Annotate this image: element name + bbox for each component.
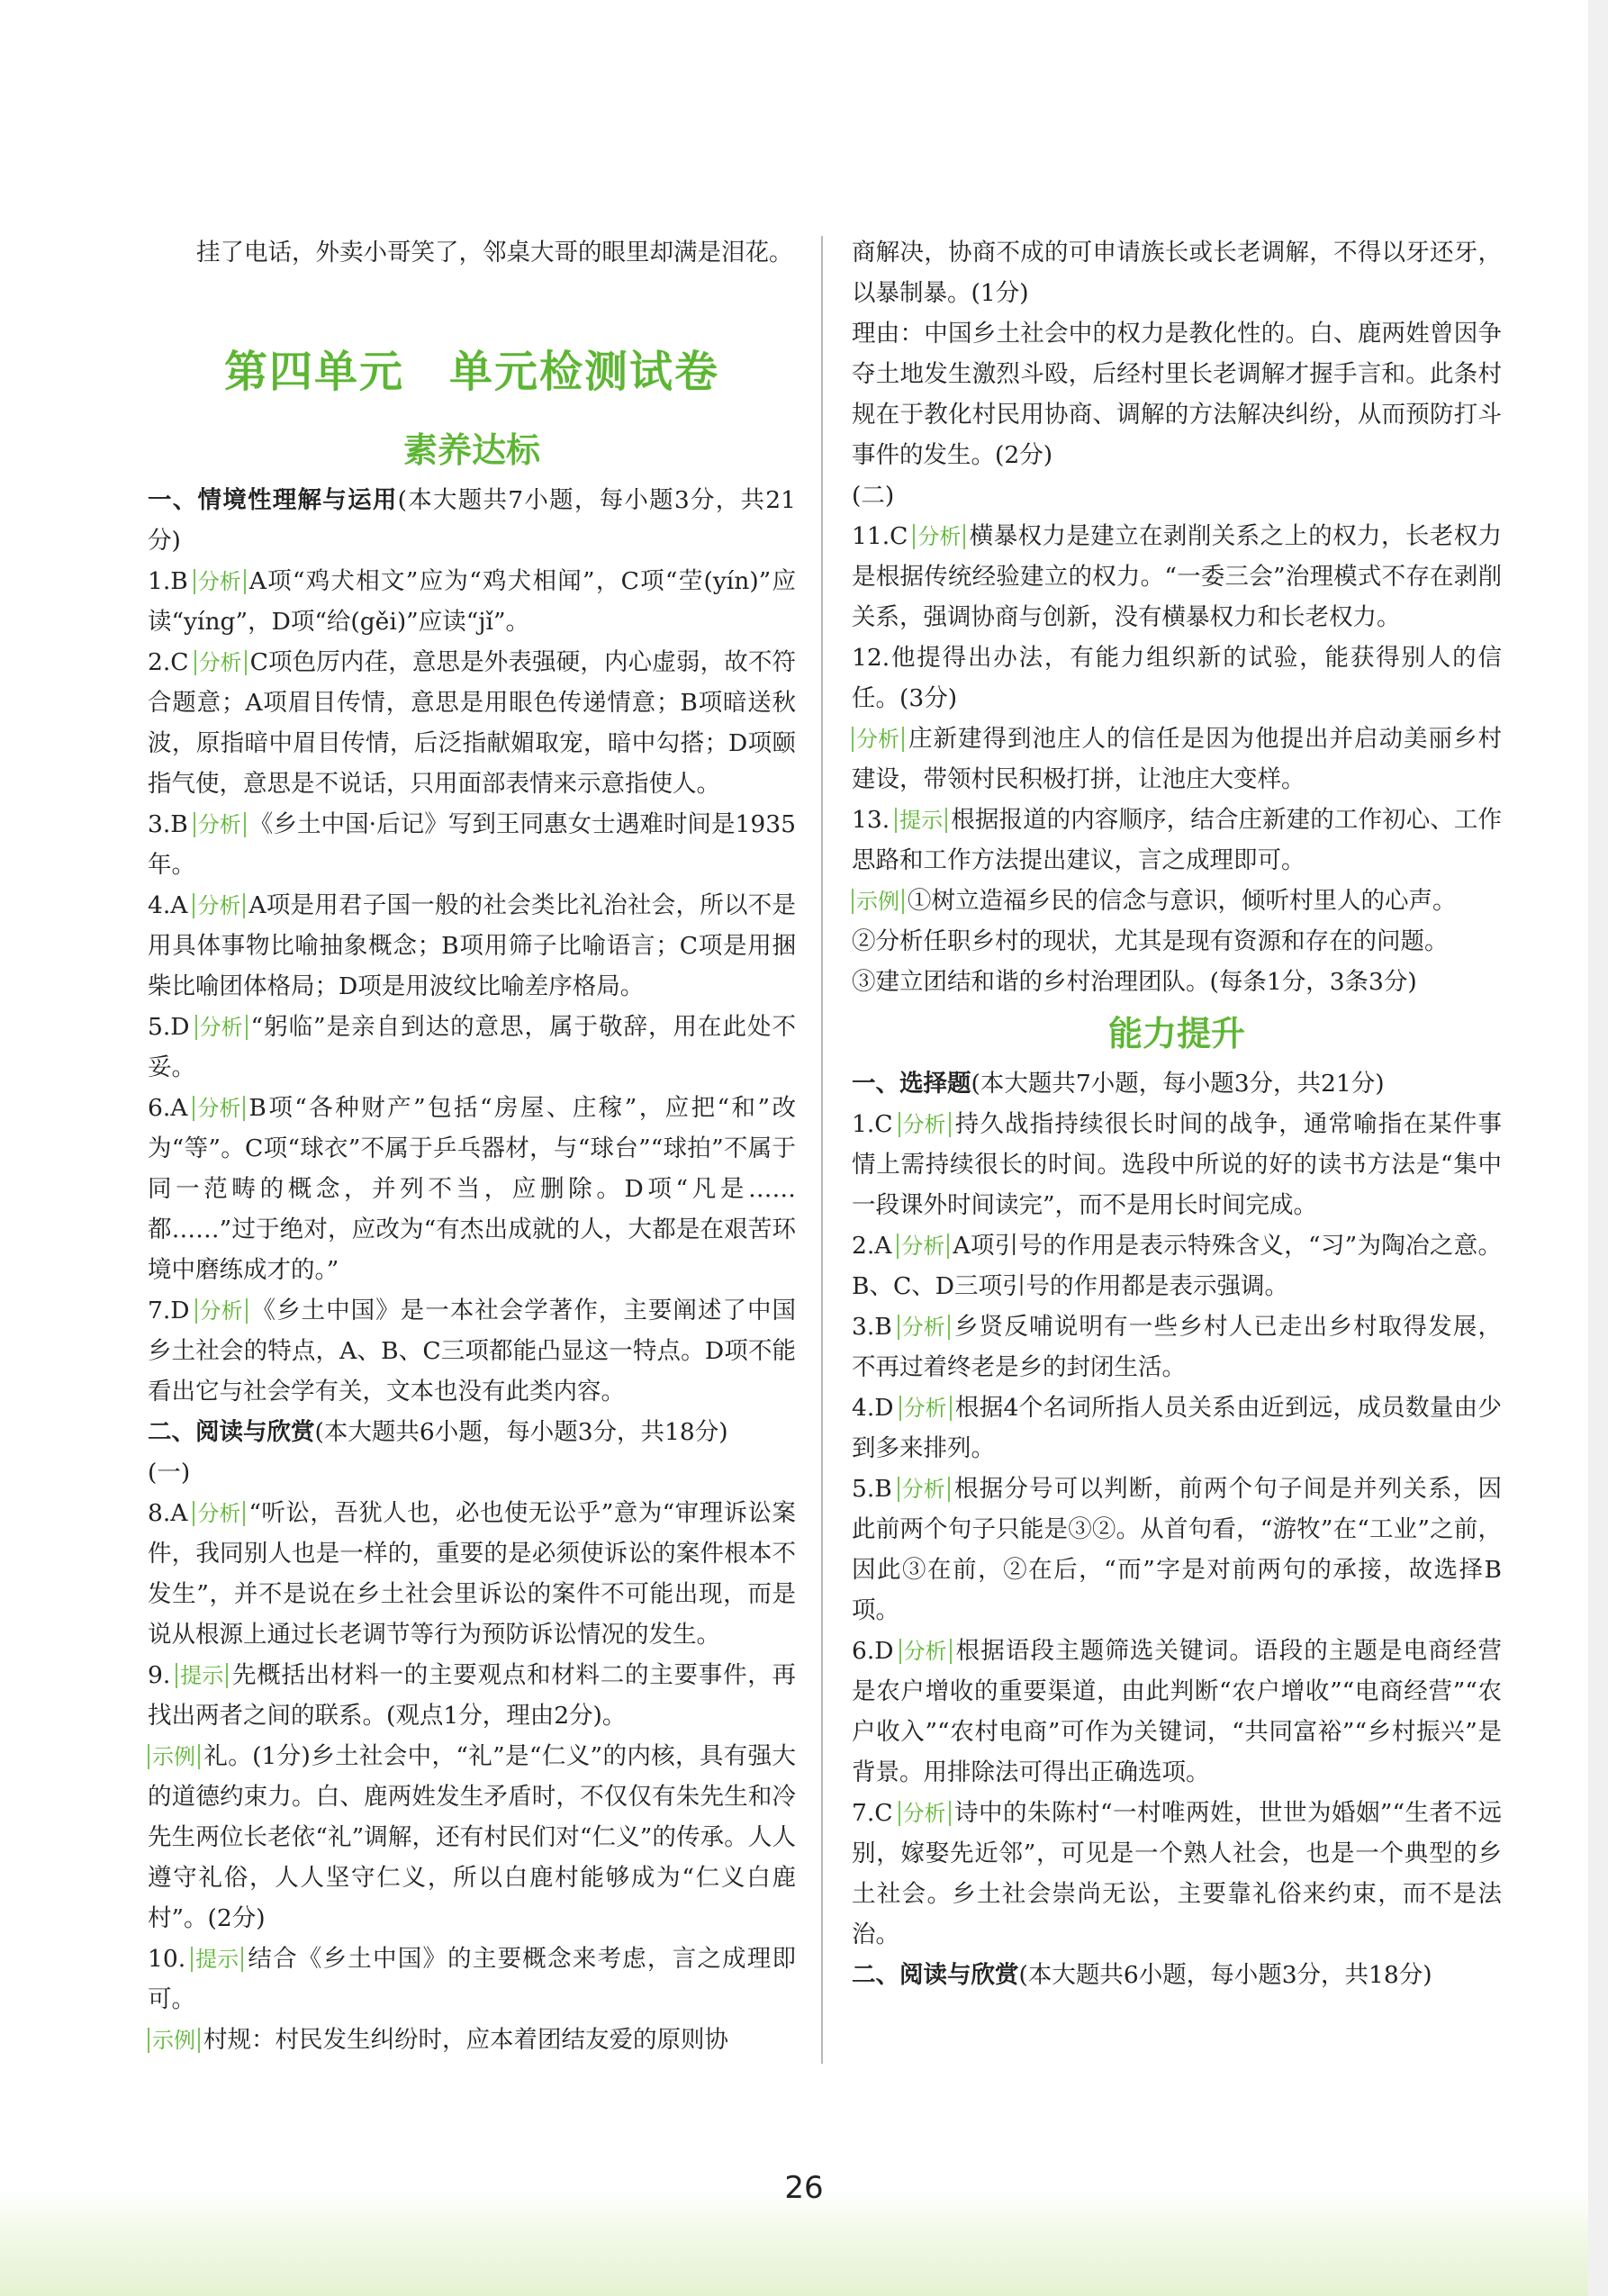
analysis-tag: 分析 [897, 1234, 949, 1259]
choice-answer-3 [852, 1306, 1502, 1388]
answer-text: 根据分号可以判断，前两个句子间是并列关系，因此前两个句子只能是③②。从首句看，“游牧”在“工业”之前，因此③在前，②在后，“而”字是对前两句的承接，故选择B项。 [852, 1475, 1502, 1624]
hint-tag: 提示 [191, 1947, 243, 1972]
analysis-tag: 分析 [898, 1477, 950, 1502]
answer-13-point-2: ②分析任职乡村的现状，尤其是现有资源和存在的问题。 [852, 927, 1449, 955]
analysis-text: 庄新建得到池庄人的信任是因为他提出并启动美丽乡村建设，带领村民积极打拼，让池庄大变样。 [852, 725, 1502, 793]
answer-3 [148, 804, 796, 885]
choice-answer-2 [852, 1225, 1502, 1306]
answer-text: A项是用君子国一般的社会类比礼治社会，所以不是用具体事物比喻抽象概念；B项用筛子比喻语言；C项是用捆柴比喻团体格局；D项是用波纹比喻差序格局。 [148, 891, 796, 1000]
answer-number: 4.A [148, 891, 188, 919]
part2-heading [148, 1412, 796, 1452]
answer-text: 先概括出材料一的主要观点和材料二的主要事件，再找出两者之间的联系。(观点1分，理由2分)。 [148, 1661, 796, 1730]
answer-12: 12.他提得出办法，有能力组织新的试验，能获得别人的信任。(3分) [852, 644, 1502, 712]
answer-6 [148, 1088, 796, 1290]
analysis-tag: 分析 [193, 1501, 245, 1526]
answer-10-reason: 理由：中国乡土社会中的权力是教化性的。白、鹿两姓曾因争夺土地发生激烈斗殴，后经村里长老调解才握手言和。此条村规在于教化村民用协商、调解的方法解决纠纷，从而预防打斗事件的发生。(2分) [852, 320, 1502, 469]
example-text: ①树立造福乡民的信念与意识，倾听村里人的心声。 [908, 887, 1457, 915]
choice-heading-label: 一、选择题 [852, 1070, 971, 1098]
answer-text: 根据语段主题筛选关键词。语段的主题是电商经营是农户增收的重要渠道，由此判断“农户增收”“电商经营”“农户收入”“农村电商”可作为关键词，“共同富裕”“乡村振兴”是背景。用排除法可得出正确选项。 [852, 1637, 1502, 1786]
answer-number: 8.A [148, 1499, 188, 1527]
answer-10 [148, 1939, 796, 2020]
column-divider [821, 236, 823, 2064]
analysis-tag: 分析 [898, 1315, 950, 1340]
answer-text: 诗中的朱陈村“一村唯两姓，世世为婚姻”“生者不远别，嫁娶先近邻”，可见是一个熟人社会，也是一个典型的乡土社会。乡土社会崇尚无讼，主要靠礼俗来约束，而不是法治。 [852, 1799, 1502, 1948]
answer-number: 5.D [148, 1013, 190, 1041]
page-number: 26 [784, 2170, 824, 2206]
answer-number: 9. [148, 1661, 171, 1689]
analysis-tag: 分析 [194, 650, 247, 675]
choice-answer-5 [852, 1469, 1502, 1631]
example-tag: 示例 [852, 889, 904, 914]
page-edge [1588, 0, 1608, 2296]
answer-text: “听讼，吾犹人也，必也使无讼乎”意为“审理诉讼案件，我同别人也是一样的，重要的是必须使诉讼的案件根本不发生”，并不是说在乡土社会里诉讼的案件不可能出现，而是说从根源上通过长老调节等行为预防诉讼情况的发生。 [148, 1499, 796, 1649]
analysis-tag: 分析 [913, 524, 965, 549]
analysis-tag: 分析 [899, 1396, 952, 1421]
answer-10-continued: 商解决，协商不成的可申请族长或长老调解，不得以牙还牙，以暴制暴。(1分) [852, 239, 1502, 307]
answer-number: 4.D [852, 1394, 894, 1422]
answer-9-example [148, 1736, 796, 1939]
analysis-tag: 分析 [899, 1639, 952, 1664]
analysis-tag: 分析 [899, 1112, 951, 1137]
example-text: 村规：村民发生纠纷时，应本着团结友爱的原则协 [203, 2026, 728, 2054]
answer-number: 1.B [148, 567, 188, 595]
analysis-tag: 分析 [194, 569, 246, 594]
answer-number: 2.C [148, 648, 189, 676]
choice-heading-note: (本大题共7小题，每小题3分，共21分) [971, 1070, 1385, 1098]
example-text: 礼。(1分)乡土社会中，“礼”是“仁义”的内核，具有强大的道德约束力。白、鹿两姓发生矛盾时，不仅仅有朱先生和冷先生两位长老依“礼”调解，还有村民们对“仁义”的传承。人人遵守礼俗，人人坚守仁义，所以白鹿村能够成为“仁义白鹿村”。(2分) [148, 1742, 796, 1932]
answer-4 [148, 885, 796, 1007]
analysis-tag: 分析 [899, 1801, 951, 1826]
analysis-tag: 分析 [193, 1096, 245, 1121]
choice-answer-7 [852, 1793, 1502, 1955]
answer-text: 结合《乡土中国》的主要概念来考虑，言之成理即可。 [148, 1945, 796, 2013]
answer-7 [148, 1290, 796, 1412]
example-tag: 示例 [148, 2028, 200, 2053]
choice-answer-4 [852, 1388, 1502, 1469]
answer-text: 《乡土中国·后记》写到王同惠女士遇难时间是1935年。 [148, 810, 796, 879]
answer-number: 10. [148, 1945, 186, 1973]
answer-text: C项色厉内荏，意思是外表强硬，内心虚弱，故不符合题意；A项眉目传情，意思是用眼色传递情意；B项暗送秋波，原指暗中眉目传情，后泛指献媚取宠，暗中勾搭；D项颐指气使，意思是不说话，只用面部表情来示意指使人。 [148, 648, 796, 798]
choice-answer-1 [852, 1104, 1502, 1225]
answer-number: 13. [852, 806, 890, 834]
answer-number: 7.C [852, 1799, 893, 1827]
answer-text: A项引号的作用是表示特殊含义，“习”为陶冶之意。B、C、D三项引号的作用都是表示强调。 [852, 1232, 1502, 1300]
answer-1 [148, 561, 796, 642]
answer-13-example [852, 881, 1502, 921]
subsection-2: (二) [852, 482, 895, 510]
answer-9 [148, 1655, 796, 1736]
answer-number: 3.B [148, 810, 188, 838]
answer-number: 11.C [852, 522, 908, 550]
unit-title: 第四单元 单元检测试卷 [223, 347, 719, 397]
answer-text: 根据报道的内容顺序，结合庄新建的工作初心、工作思路和工作方法提出建议，言之成理即可。 [852, 806, 1502, 874]
section-title-literacy: 素养达标 [402, 430, 540, 470]
answer-5 [148, 1007, 796, 1088]
answer-number: 1.C [852, 1110, 893, 1138]
answer-text: 持久战指持续很长时间的战争，通常喻指在某件事情上需持续很长的时间。选段中所说的好的读书方法是“集中一段课外时间读完”，而不是用长时间完成。 [852, 1110, 1502, 1219]
answer-10-example [148, 2020, 796, 2060]
reading-heading-note: (本大题共6小题，每小题3分，共18分) [1018, 1961, 1432, 1989]
answer-13 [852, 800, 1502, 881]
reading-heading [852, 1955, 1502, 1995]
part2-heading-label: 二、阅读与欣赏 [148, 1418, 315, 1446]
answer-number: 6.D [852, 1637, 894, 1665]
reading-heading-label: 二、阅读与欣赏 [852, 1961, 1019, 1989]
hint-tag: 提示 [176, 1663, 228, 1688]
answer-text: A项“鸡犬相文”应为“鸡犬相闻”，C项“茔(yín)”应读“yíng”，D项“给(gěi)”应读“jǐ”。 [148, 567, 796, 636]
choice-heading [852, 1063, 1502, 1104]
answer-number: 7.D [148, 1297, 190, 1324]
answer-8 [148, 1493, 796, 1655]
part1-heading-label: 一、情境性理解与运用 [148, 486, 398, 514]
answer-2 [148, 642, 796, 804]
part2-heading-note: (本大题共6小题，每小题3分，共18分) [314, 1418, 728, 1446]
part1-heading-note: (本大题共7小题，每小题3分，共21分) [148, 486, 797, 555]
analysis-tag: 分析 [193, 893, 245, 918]
answer-text: 根据4个名词所指人员关系由近到远，成员数量由少到多来排列。 [852, 1394, 1502, 1462]
analysis-tag: 分析 [195, 1298, 248, 1324]
answer-number: 6.A [148, 1094, 188, 1122]
answer-11 [852, 516, 1502, 637]
part1-heading [148, 480, 796, 561]
answer-number: 2.A [852, 1232, 892, 1260]
left-column [148, 232, 796, 2060]
subsection-1: (一) [148, 1459, 191, 1487]
answer-number: 3.B [852, 1313, 892, 1341]
intro-line: 挂了电话，外卖小哥笑了，邻桌大哥的眼里却满是泪花。 [196, 239, 793, 267]
analysis-tag: 分析 [852, 727, 904, 752]
analysis-tag: 分析 [194, 812, 246, 837]
answer-13-point-3: ③建立团结和谐的乡村治理团队。(每条1分，3条3分) [852, 968, 1417, 996]
answer-text: B项“各种财产”包括“房屋、庄稼”，应把“和”改为“等”。C项“球衣”不属于乒乓器材，与“球台”“球拍”不属于同一范畴的概念，并列不当，应删除。D项“凡是……都……”过于绝对，应改为“有杰出成就的人，大都是在艰苦环境中磨练成才的。” [148, 1094, 796, 1284]
answer-12-analysis [852, 719, 1502, 800]
choice-answer-6 [852, 1631, 1502, 1793]
answer-text: 乡贤反哺说明有一些乡村人已走出乡村取得发展，不再过着终老是乡的封闭生活。 [852, 1313, 1502, 1381]
right-column [852, 232, 1502, 1995]
answer-text: 《乡土中国》是一本社会学著作，主要阐述了中国乡土社会的特点，A、B、C三项都能凸显这一特点。D项不能看出它与社会学有关，文本也没有此类内容。 [148, 1297, 796, 1406]
answer-number: 5.B [852, 1475, 892, 1503]
answer-text: “躬临”是亲自到达的意思，属于敬辞，用在此处不妥。 [148, 1013, 796, 1081]
analysis-tag: 分析 [195, 1015, 248, 1040]
example-tag: 示例 [148, 1744, 200, 1769]
section-title-ability: 能力提升 [1107, 1014, 1245, 1053]
hint-tag: 提示 [895, 808, 947, 833]
answer-text: 横暴权力是建立在剥削关系之上的权力，长老权力是根据传统经验建立的权力。“一委三会”治理模式不存在剥削关系，强调协商与创新，没有横暴权力和长老权力。 [852, 522, 1502, 631]
